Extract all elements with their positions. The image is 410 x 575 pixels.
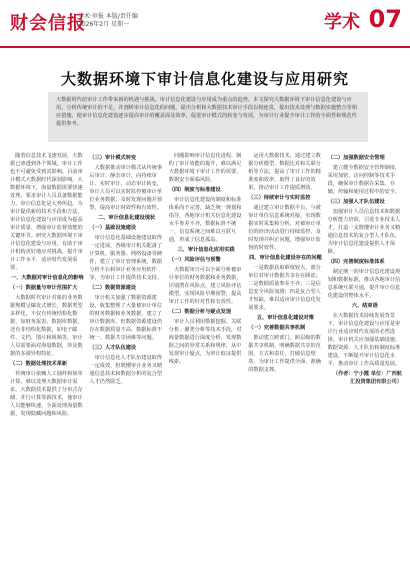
- article-column: [248, 152, 322, 560]
- section-heading: 二、审计信息化建设现状: [98, 215, 156, 221]
- paragraph: 通过建立审计数据平台，与被审计单位信息系统对接，实现数据实时采集和分析，对被审计单位的经济活动进行持续监控，及时发现并纠正问题，增强审计监督的时效性。: [248, 205, 321, 251]
- paragraph: 传统审计依赖人工抽样和简单计算，难以处理大数据审计需求。大数据技术提供了分布式存储、并行计算等新技术，使审计人员能够快速、全面处理海量数据，发现隐藏问题和风险。: [10, 371, 83, 417]
- paragraph: 大数据审计可以全面分析被审计单位的财务数据和业务数据，识别潜在风险点，建立风险评估模型，实现风险早期预警，提高审计工作的针对性和有效性。: [168, 267, 242, 305]
- subsection-heading: （一）完善数据共享机制: [248, 325, 306, 331]
- page-number: 07: [368, 5, 402, 33]
- paragraph: 运用大数据技术，通过建立数据分析模型、数据比对和关联分析等方法，提高了审计工作的精准度和效率，取得了良好的效果，推动审计工作提质增效。: [248, 153, 321, 191]
- subsection-heading: （三）审计模式转变: [89, 155, 137, 161]
- article-column: [169, 152, 243, 560]
- subsection-heading: （三）加强人才队伍建设: [327, 199, 385, 205]
- page-header: [0, 0, 410, 48]
- paragraph: 审计信息化基础设施建设取得一定进展，各级审计机关配备了计算机、服务器、网络设备等硬件，建立了审计管理系统、数据分析平台和审计业务应用软件等，为审计工作提供技术支持。: [89, 235, 163, 281]
- article-column: [328, 152, 402, 560]
- article-column: [10, 152, 84, 560]
- paragraph: 在大数据技术持续发展背景下，审计信息化建设与应用是审计行业适应时代发展的必然选择。审计机关应加强基础设施、数据资源、人才队伍和制度标准建设，不断提升审计信息化水平，推动审计工作高质量发展。: [327, 313, 401, 367]
- paragraph: 大数据推动审计模式从传统事后审计、静态审计，向持续审计、实时审计、动态审计转变，审计人员可以实时监控被审计单位业务数据，及时发现问题并预警，提高审计时效性和有效性。: [89, 165, 163, 211]
- section-heading: 一、大数据对审计信息化的影响: [10, 275, 84, 281]
- article-column: [89, 152, 163, 560]
- subsection-heading: （二）数据处理技术革新: [10, 361, 68, 367]
- section-heading: 六、结束语: [351, 303, 378, 309]
- paragraph: 随着信息技术飞速发展，大数据已渗透到各个领域，审计工作也不可避免受到其影响。目前审计模式大数据时代深刻影响，大数据环境下，海量数据需要快速处理，要求审计人员具备数据能力，审计信息化是大势所趋。为审计提供新的技术手段和方法，审计信息化建设与应用成为提高审计质量、增强审计监督效能的关键环节。研究大数据环境下审计信息化建设与应用，有助于审计机构更好地应对挑战，提升审计工作水平，适应时代发展需要。: [10, 153, 83, 271]
- subsection-heading: （一）基础设施建设: [89, 225, 137, 231]
- article-abstract: 大数据时代给审计工作带来新的机遇与挑战。审计信息化建设与应用成为重点的趋势，本文探究大数据环境下审计信息化建设与应用，分析传统审计的不足，并剖析审计信息化的问题，提出分析和大数据技术审计手段以相连贯，提出技术处理与数据实施整合等相应措施，使审计信息化建设逐步提高审计的覆盖面及效率，促进审计模式的转变与发展，为审计行业提升审计工作的全面性和规范性提供参考。: [48, 92, 368, 142]
- subsection-heading: （二）数据资源建设: [89, 285, 137, 291]
- subsection-heading: （四）制度与标准建设: [168, 187, 221, 193]
- author-byline: （作者：宁小霞 单位：广西航汇投资集团有限公司）: [332, 371, 402, 385]
- article-body: [10, 152, 402, 560]
- paragraph: 审计信息化建设的制度和标准体系尚不完善，缺乏统一规划和指导，各地审计机关信息化建设水平参差不齐，数据标准不统一，信息系统之间难以互联互通，形成了信息孤岛。: [168, 197, 242, 243]
- paragraph: 审计信息化人才队伍建设取得一定成效，但既懂审计业务又精通信息技术和数据分析的复合型人才仍然匮乏。: [89, 355, 163, 385]
- subsection-heading: （一）数据量与审计范围扩大: [10, 285, 78, 291]
- dateline-line-1: 学术·审报 本版/责任编: [78, 13, 138, 20]
- paragraph: 推动建立跨部门、跨层级的数据共享机制，明确数据共享的范围、方式和责任，打破信息壁垒，为审计工作提供全面、准确的数据支撑。: [248, 335, 321, 373]
- newspaper-brand: 财会信报: [10, 13, 86, 34]
- paragraph: 审计机关加强了数据资源建设，收集整理了大量被审计单位的财务数据和业务数据，建立了审计数据库。但数据资源建设仍存在数据质量不高、数据标准不统一、数据共享困难等问题。: [89, 295, 163, 341]
- subsection-heading: （三）持续审计与实时监控: [248, 195, 311, 201]
- subsection-heading: （三）人才队伍建设: [89, 345, 137, 351]
- subsection-heading: （二）加强数据安全管理: [327, 155, 385, 161]
- paragraph: 大数据时代审计对象的业务数据规模呈爆发式增长，数据类型多样化。不仅有传统结构化数据，如财务报表、数据库数据，还有非结构化数据，如电子邮件、文档、图片和视频等。审计人员需要面对海量数据，涉及数据的多源异构特征。: [10, 295, 83, 357]
- section-heading: 五、审计信息化建设对策: [256, 315, 314, 321]
- paragraph: 一是数据获取难度较大，部分单位对审计数据共享存在顾虑；二是数据质量参差不齐；三是信息安全风险加剧；四是复合型人才短缺，难以适应审计信息化发展要求。: [248, 265, 321, 311]
- section-name: 学术: [324, 12, 360, 33]
- dateline-line-2: 2026年2月 星期一: [78, 21, 129, 28]
- subsection-heading: （四）完善制度标准体系: [327, 259, 385, 265]
- subsection-heading: （二）数据分析与疑点发现: [168, 309, 232, 315]
- section-heading: 三、审计信息化应用实践: [177, 247, 235, 253]
- subsection-heading: （一）风险评估与预警: [168, 257, 221, 263]
- paragraph: 加强审计人员信息技术和数据分析能力培训，引进专业技术人才，打造一支既懂审计业务又精通信息技术的复合型人才队伍，为审计信息化建设提供人才保障。: [327, 209, 401, 255]
- paragraph: 建立健全数据安全管理制度，采用加密、访问控制等技术手段，确保审计数据在采集、存储、传输和使用过程中的安全。: [327, 165, 401, 195]
- section-heading: 四、审计信息化建设存在的问题: [249, 255, 322, 261]
- article-title: 大数据环境下审计信息化建设与应用研究: [60, 70, 349, 88]
- paragraph: 问题影响审计信息化进程，制约了审计效能的提升，难以满足大数据环境下审计工作的需要，数据安全面临风险。: [168, 153, 242, 183]
- dateline: [78, 13, 138, 29]
- paragraph: 制定统一的审计信息化建设规划和数据标准，推动各地审计信息系统互联互通，提升审计信息化建设的整体水平。: [327, 269, 401, 299]
- paragraph: 审计人员利用数据挖掘、关联分析、聚类分析等技术手段，对海量数据进行深度分析，发现数据之间的异常关系和规律，从中发现审计疑点，为审计取证提供线索。: [168, 319, 242, 365]
